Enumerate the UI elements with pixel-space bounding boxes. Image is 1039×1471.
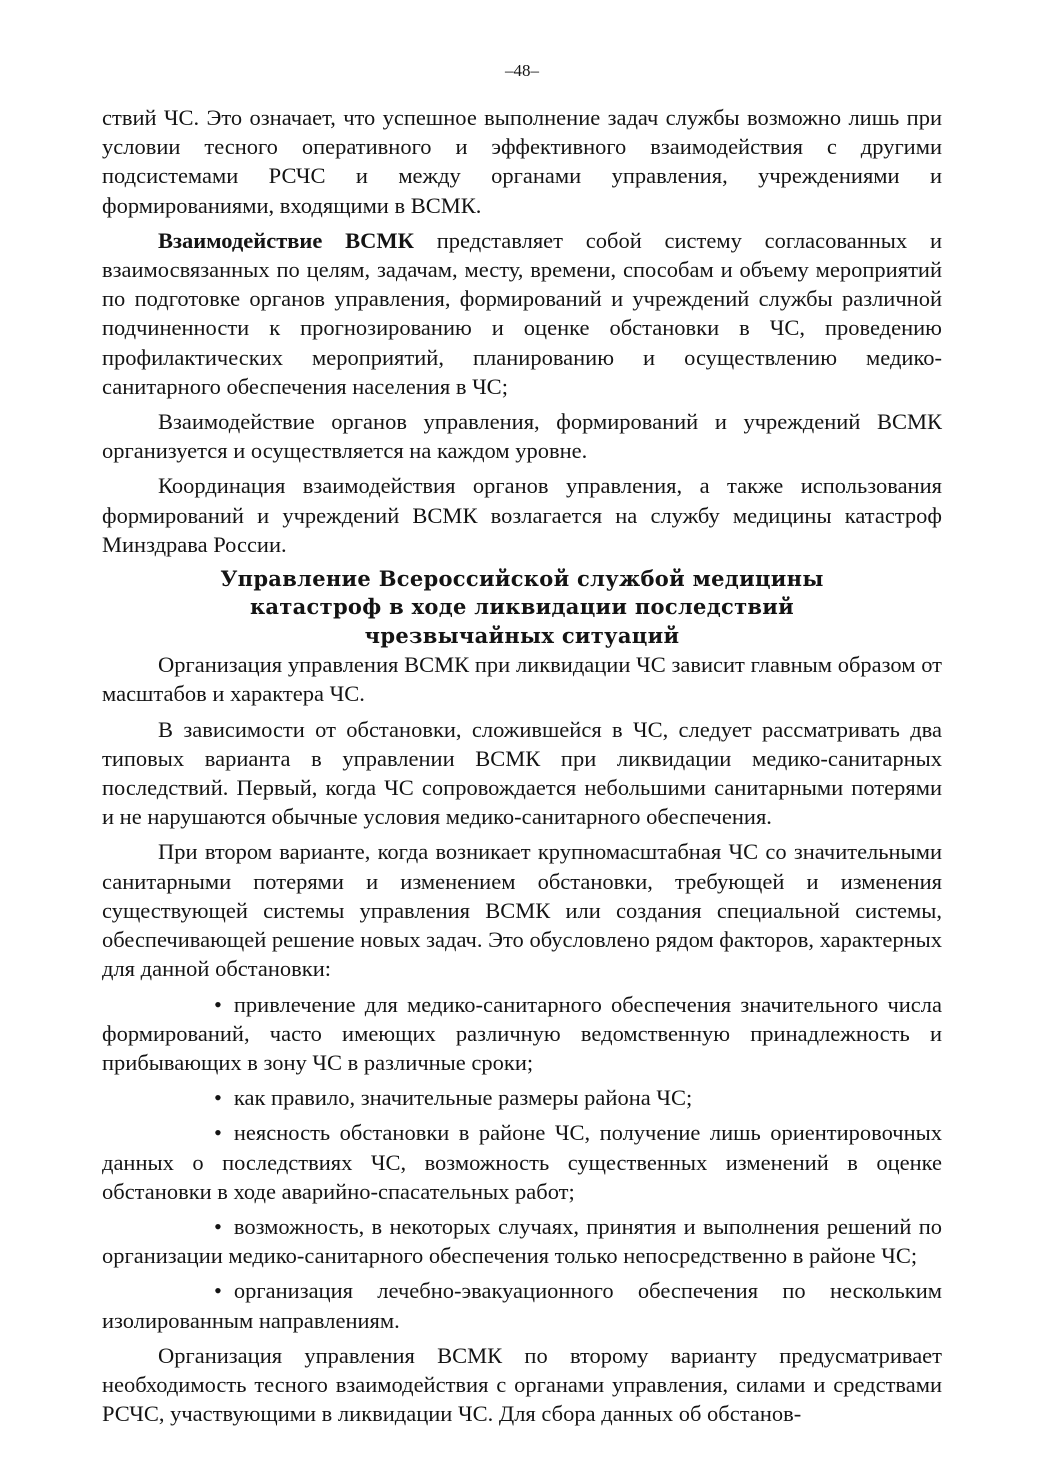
bullet-text: привлечение для медико-санитарного обеспечения значительного числа формирований, часто имеющих различную ведомственную принадлежность и прибывающих в зону ЧС в различные сроки; [102,991,942,1075]
paragraph-coordination: Координация взаимодействия органов управления, а также использования формирований и учреждений ВСМК возлагается на службу медицины катастроф Минздрава России. [102,473,942,557]
bullet-item [102,1083,942,1112]
document-page [102,60,942,1434]
bullet-icon: • [214,1085,222,1111]
bullet-item [102,990,942,1078]
paragraph-two-variants: В зависимости от обстановки, сложившейся в ЧС, следует рассматривать два типовых варианта в управлении ВСМК при ликвидации медико-санитарных последствий. Первый, когда ЧС сопровождается небольшими санитарными потерями и не нарушаются обычные условия медико-санитарного обеспечения. [102,716,942,830]
bullet-item [102,1118,942,1206]
paragraph-continuation: ствий ЧС. Это означает, что успешное выполнение задач службы возможно лишь при условии тесного оперативного и эффективного взаимодействия с другими подсистемами РСЧС и между органами управления, учреждениями и формированиями, входящими в ВСМК. [102,105,942,218]
section-heading: Управление Всероссийской службой медицины катастроф в ходе ликвидации последствий чрезвычайных ситуаций [220,566,824,648]
bullet-text: как правило, значительные размеры района ЧС; [233,1085,693,1111]
definition-text: представляет собой систему согласованных и взаимосвязанных по целям, задачам, месту, времени, способам и объему мероприятий по подготовке органов управления, формирований и учреждений службы различной подчиненности к прогнозированию и оценке обстановки в ЧС, проведению профилактических мероприятий, планированию и осуществлению медико-санитарного обеспечения населения в ЧС; [102,227,942,399]
bullet-text: неясность обстановки в районе ЧС, получение лишь ориентировочных данных о последствиях ЧС, возможность существенных изменений в оценке обстановки в ходе аварийно-спасательных работ; [102,1120,942,1204]
bullet-icon: • [214,1278,222,1304]
paragraph-management-organization: Организация управления ВСМК при ликвидации ЧС зависит главным образом от масштабов и характера ЧС. [102,652,942,707]
bullet-icon: • [214,1120,222,1146]
bullet-icon: • [214,1213,222,1239]
paragraph-second-variant: При втором варианте, когда возникает крупномасштабная ЧС со значительными санитарными потерями и изменением обстановки, требующей и изменения существующей системы управления ВСМК или создания специальной системы, обеспечивающей решение новых задач. Это обусловлено рядом факторов, характерных для данной обстановки: [102,839,942,982]
page-number: –48– [505,61,539,80]
term-bold: Взаимодействие ВСМК [158,227,414,253]
bullet-icon: • [214,991,222,1017]
paragraph-interaction-definition [102,226,942,401]
paragraph-interaction-levels: Взаимодействие органов управления, формирований и учреждений ВСМК организуется и осуществляется на каждом уровне. [102,409,942,464]
bullet-text: возможность, в некоторых случаях, принятия и выполнения решений по организации медико-санитарного обеспечения только непосредственно в районе ЧС; [102,1213,942,1269]
bullet-item [102,1276,942,1334]
bullet-text: организация лечебно-эвакуационного обеспечения по нескольким изолированным направлениям. [102,1278,942,1333]
bullet-item [102,1212,942,1270]
paragraph-second-variant-organization: Организация управления ВСМК по второму варианту предусматривает необходимость тесного взаимодействия с органами управления, силами и средствами РСЧС, участвующими в ликвидации ЧС. Для сбора данных об обстанов- [102,1342,942,1427]
